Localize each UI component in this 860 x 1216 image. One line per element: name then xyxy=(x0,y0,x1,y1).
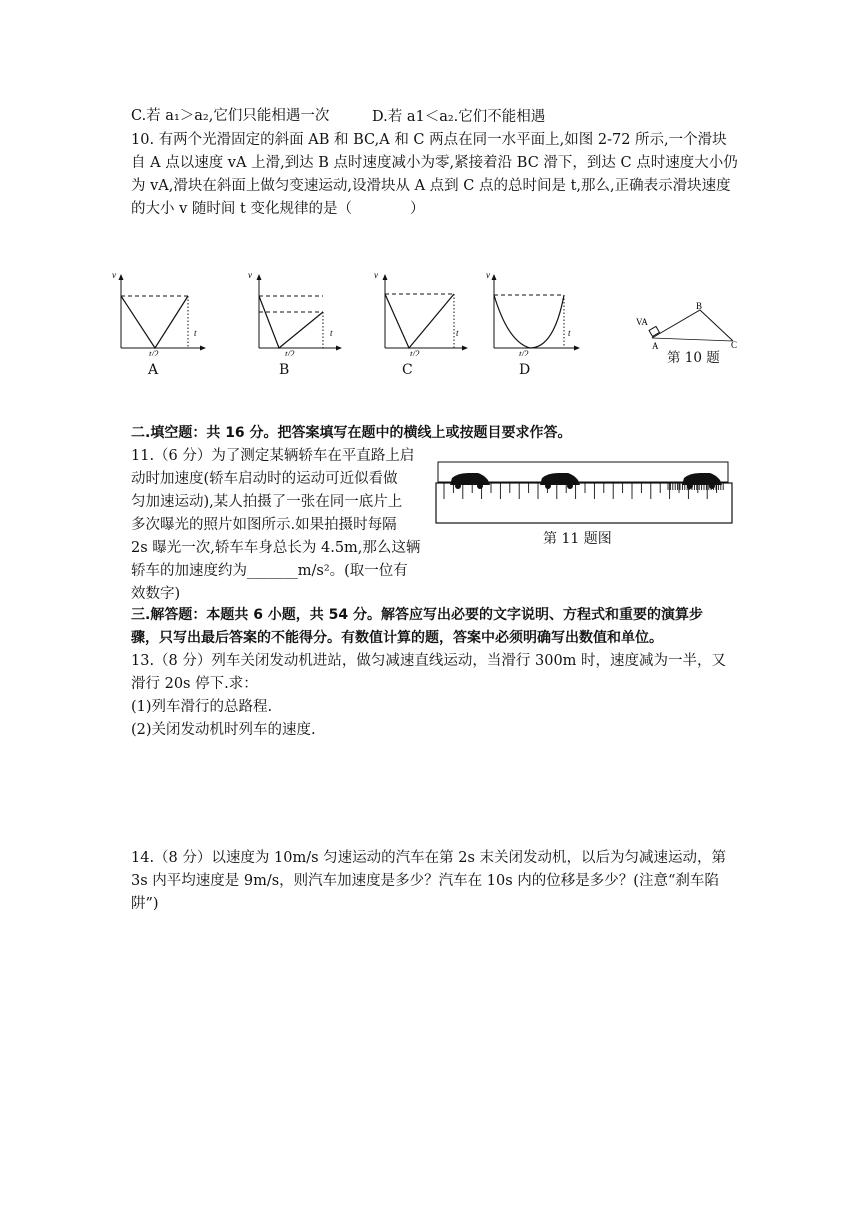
q11-line-6: 轿车的加速度约为_______m/s²。(取一位有 xyxy=(131,563,408,579)
option-d: D.若 a1＜a₂.它们不能相遇 xyxy=(372,109,546,125)
graph-label-b: B xyxy=(279,362,290,378)
section-2-heading: 二.填空题：共 16 分。把答案填写在题中的横线上或按题目要求作答。 xyxy=(131,425,572,441)
point-b-label: B xyxy=(696,301,703,311)
q11-line-3: 匀加速运动),某人拍摄了一张在同一底片上 xyxy=(131,494,403,510)
figure-10-caption: 第 10 题 xyxy=(667,350,720,366)
t-axis-label: t xyxy=(194,328,197,338)
q14-line-2: 3s 内平均速度是 9m/s，则汽车加速度是多少？汽车在 10s 内的位移是多少？(注意“刹车陷 xyxy=(131,873,719,889)
q10-line-4: 的大小 v 随时间 t 变化规律的是（ ） xyxy=(131,201,425,217)
half-t-label: t/2 xyxy=(410,349,420,356)
v-axis-label: v xyxy=(374,270,378,280)
q11-line-2: 动时加速度(轿车启动时的运动可近似看做 xyxy=(131,471,398,487)
graph-label-c: C xyxy=(402,362,413,378)
section-3-line-2: 骤，只写出最后答案的不能得分。有数值计算的题，答案中必须明确写出数值和单位。 xyxy=(131,630,663,646)
graph-label-d: D xyxy=(519,362,531,378)
graph-a xyxy=(108,264,208,356)
section-3-line-1: 三.解答题：本题共 6 小题，共 54 分。解答应写出必要的文字说明、方程式和重要的演算步 xyxy=(131,607,704,623)
v-axis-label: v xyxy=(112,270,116,280)
q10-line-3: 为 vA,滑块在斜面上做匀变速运动,设滑块从 A 点到 C 点的总时间是 t,那么,正确表示滑块速度 xyxy=(131,178,731,194)
velocity-label: VA xyxy=(636,317,648,327)
graph-c xyxy=(370,264,470,356)
figure-11-caption: 第 11 题图 xyxy=(543,531,612,547)
half-t-label: t/2 xyxy=(285,349,295,356)
t-axis-label: t xyxy=(568,328,571,338)
q11-line-4: 多次曝光的照片如图所示.如果拍摄时每隔 xyxy=(131,517,397,533)
car-photo-figure xyxy=(434,461,734,525)
q13-line-2: 滑行 20s 停下.求： xyxy=(131,676,258,692)
q13-line-4: (2)关闭发动机时列车的速度. xyxy=(131,722,316,738)
half-t-label: t/2 xyxy=(149,349,159,356)
q10-line-2: 自 A 点以速度 vA 上滑,到达 B 点时速度减小为零,紧接着沿 BC 滑下，到达 C 点时速度大小仍 xyxy=(131,155,738,171)
q11-line-7: 效数字) xyxy=(131,586,181,602)
graph-d xyxy=(482,264,582,356)
v-axis-label: v xyxy=(486,270,490,280)
q13-line-1: 13.（8 分）列车关闭发动机进站，做匀减速直线运动，当滑行 300m 时，速度减为一半，又 xyxy=(131,653,727,669)
v-axis-label: v xyxy=(248,270,252,280)
graph-b xyxy=(244,264,344,356)
q14-line-3: 阱”) xyxy=(131,896,159,912)
q11-line-1: 11.（6 分）为了测定某辆轿车在平直路上启 xyxy=(131,448,415,464)
graph-label-a: A xyxy=(148,362,159,378)
t-axis-label: t xyxy=(330,328,333,338)
option-c: C.若 a₁＞a₂,它们只能相遇一次 xyxy=(131,108,330,124)
q11-line-5: 2s 曝光一次,轿车车身总长为 4.5m,那么这辆 xyxy=(131,540,421,556)
point-c-label: C xyxy=(731,340,738,350)
q10-line-1: 10. 有两个光滑固定的斜面 AB 和 BC,A 和 C 两点在同一水平面上,如图 2-72 所示,一个滑块 xyxy=(131,132,727,148)
q13-line-3: (1)列车滑行的总路程. xyxy=(131,699,273,715)
point-a-label: A xyxy=(652,341,659,351)
half-t-label: t/2 xyxy=(519,349,529,356)
t-axis-label: t xyxy=(456,328,459,338)
q14-line-1: 14.（8 分）以速度为 10m/s 匀速运动的汽车在第 2s 末关闭发动机，以后为匀减速运动，第 xyxy=(131,850,727,866)
